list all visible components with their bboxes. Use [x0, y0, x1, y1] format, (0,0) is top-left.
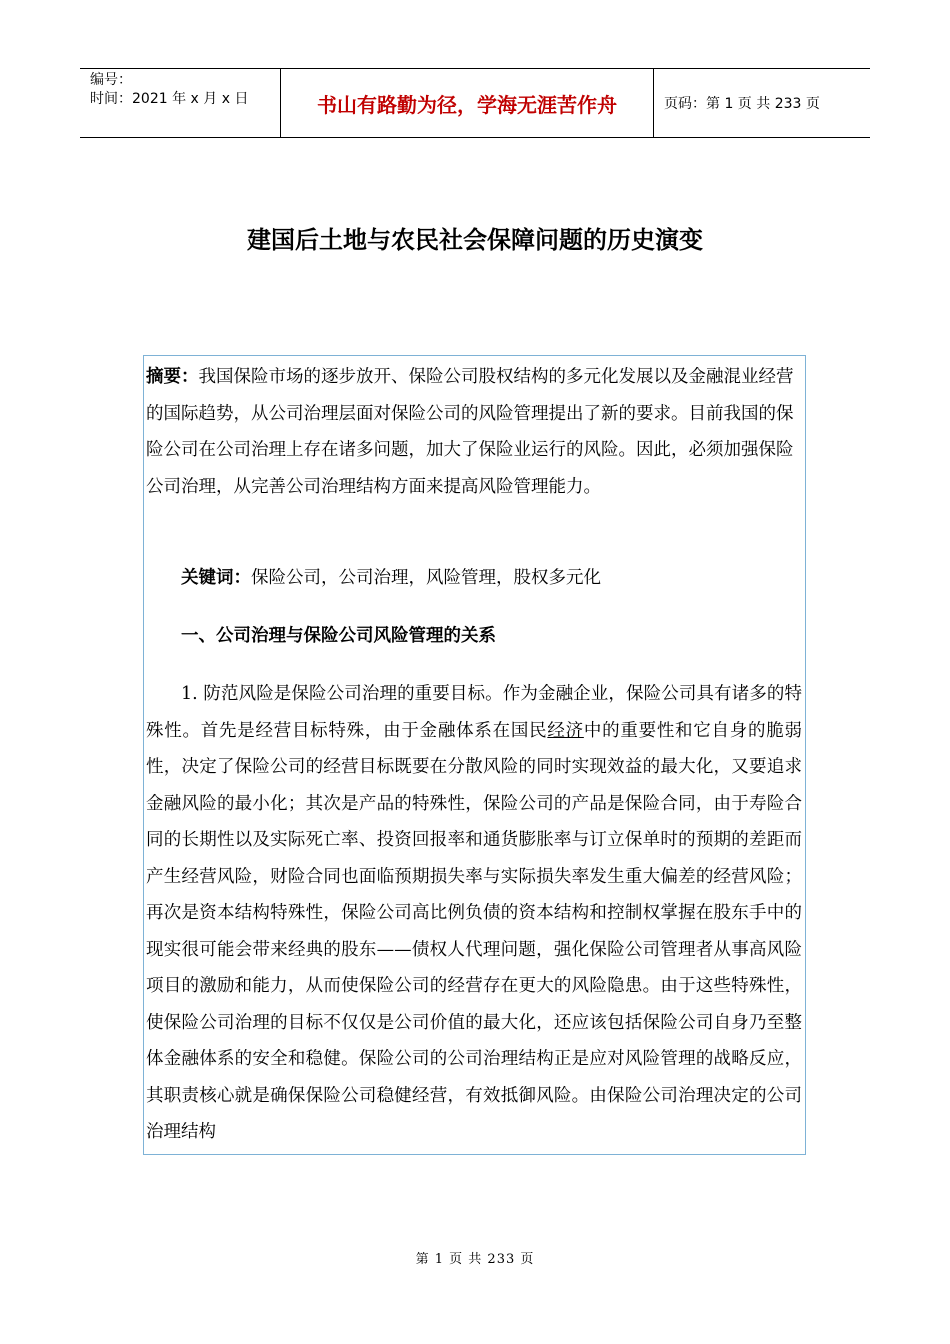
content-box	[143, 355, 806, 1155]
keywords-text: 保险公司，公司治理，风险管理，股权多元化	[251, 568, 601, 588]
header-meta-cell	[80, 69, 281, 137]
economy-link[interactable]: 经济	[547, 720, 584, 741]
page-info: 页码：第 1 页 共 233 页	[664, 96, 820, 112]
keywords	[181, 563, 601, 593]
motto-text: 书山有路勤为径，学海无涯苦作舟	[317, 92, 617, 117]
abstract	[146, 359, 806, 505]
document-title: 建国后土地与农民社会保障问题的历史演变	[247, 226, 703, 254]
paragraph	[146, 676, 802, 1151]
paragraph-end: 中的重要性和它自身的脆弱性，决定了保险公司的经营目标既要在分散风险的同时实现效益的最大化，又要追求金融风险的最小化；其次是产品的特殊性，保险公司的产品是保险合同，由于寿险合同的长期性以及实际死亡率、投资回报率和通货膨胀率与订立保单时的预期的差距而产生经营风险，财险合同也面临预期损失率与实际损失率发生重大偏差的经营风险；再次是资本结构特殊性，保险公司高比例负债的资本结构和控制权掌握在股东手中的现实很可能会带来经典的股东——债权人代理问题，强化保险公司管理者从事高风险项目的激励和能力，从而使保险公司的经营存在更大的风险隐患。由于这些特殊性，使保险公司治理的目标不仅仅是公司价值的最大化，还应该包括保险公司自身乃至整体金融体系的安全和稳健。保险公司的公司治理结构正是应对风险管理的战略反应，其职责核心就是确保保险公司稳健经营，有效抵御风险。由保险公司治理决定的公司治理结构	[146, 720, 803, 1142]
motto-cell	[281, 69, 654, 137]
header-table	[80, 68, 870, 138]
section-body	[146, 676, 802, 1151]
page-footer: 第 1 页 共 233 页	[415, 1252, 535, 1267]
paragraph-start: 1. 防范风险是保险公司治理的重要目标。作为金融企业，保险公司具有诸多的特殊性。首先是经营目标特殊，由于金融体系在国民	[146, 684, 802, 741]
number-label: 编号：	[90, 72, 132, 88]
abstract-label: 摘要：	[146, 367, 199, 387]
page-info-cell	[654, 69, 870, 137]
keywords-label: 关键词：	[181, 568, 251, 588]
time-label: 时间：2021 年 x 月 x 日	[90, 91, 249, 107]
section-heading: 一、公司治理与保险公司风险管理的关系	[181, 626, 496, 646]
abstract-text: 我国保险市场的逐步放开、保险公司股权结构的多元化发展以及金融混业经营的国际趋势，从公司治理层面对保险公司的风险管理提出了新的要求。目前我国的保险公司在公司治理上存在诸多问题，加大了保险业运行的风险。因此，必须加强保险公司治理，从完善公司治理结构方面来提高风险管理能力。	[146, 367, 794, 497]
